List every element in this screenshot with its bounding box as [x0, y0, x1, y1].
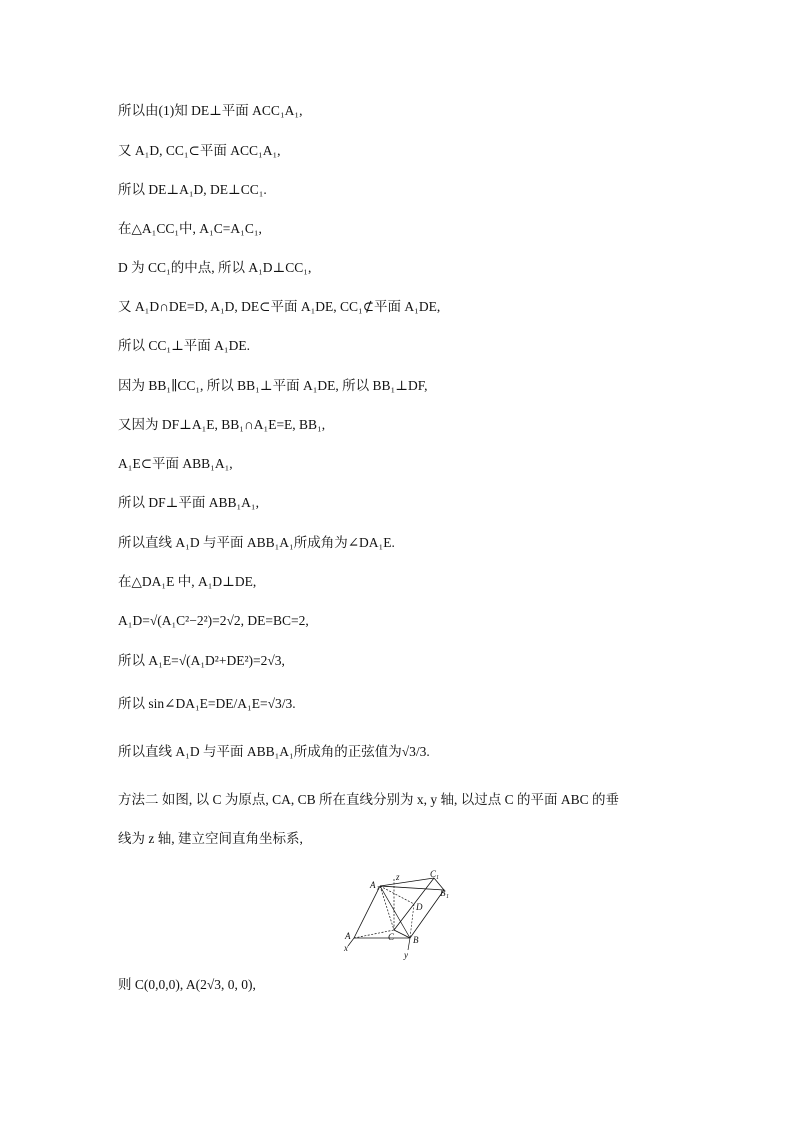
y-axis	[408, 938, 410, 950]
label-z: z	[396, 872, 400, 882]
label-b: B	[413, 935, 419, 945]
label-b1: B	[440, 888, 446, 898]
edge-a1c1	[380, 878, 434, 886]
text-line: 线为 z 轴, 建立空间直角坐标系,	[118, 831, 303, 846]
label-c1-sub: 1	[436, 875, 439, 881]
text-line: 所以 A₁E=√(A₁D²+DE²)=2√3,	[118, 653, 285, 668]
text-line: 在△DA₁E 中, A₁D⊥DE,	[118, 574, 257, 589]
text-line: 因为 BB₁∥CC₁, 所以 BB₁⊥平面 A₁DE, 所以 BB₁⊥DF,	[118, 378, 428, 393]
label-d: D	[416, 902, 423, 912]
text-line: 又因为 DF⊥A₁E, BB₁∩A₁E=E, BB₁,	[118, 417, 326, 432]
text-line: 所以 DE⊥A₁D, DE⊥CC₁.	[118, 182, 267, 197]
text-line: A₁E⊂平面 ABB₁A₁,	[118, 456, 233, 471]
label-b1-sub: 1	[446, 894, 449, 900]
label-y: y	[404, 950, 408, 960]
text-line: 所以 CC₁⊥平面 A₁DE.	[118, 338, 250, 353]
text-line: 又 A₁D∩DE=D, A₁D, DE⊂平面 A₁DE, CC₁⊄平面 A₁DE,	[118, 299, 441, 314]
label-a: A	[345, 931, 351, 941]
text-line: 所以 sin∠DA₁E=DE/A₁E=√3/3.	[118, 696, 296, 711]
edge-a1b1	[380, 886, 444, 890]
text-line: 所以直线 A₁D 与平面 ABB₁A₁所成角的正弦值为√3/3.	[118, 744, 430, 759]
text-line: 又 A₁D, CC₁⊂平面 ACC₁A₁,	[118, 143, 281, 158]
label-a1-sub: 1	[376, 886, 380, 892]
label-c: C	[388, 932, 395, 942]
text-line: A₁D=√(A₁C²−2²)=2√2, DE=BC=2,	[118, 613, 309, 628]
geometry-figure	[340, 868, 450, 960]
text-line: 所以由(1)知 DE⊥平面 ACC₁A₁,	[118, 103, 303, 118]
text-line: 所以 DF⊥平面 ABB₁A₁,	[118, 495, 259, 510]
edge-aa1	[354, 886, 380, 938]
text-line: 所以直线 A₁D 与平面 ABB₁A₁所成角为∠DA₁E.	[118, 535, 395, 550]
edge-bb1	[410, 890, 444, 938]
text-line: D 为 CC₁的中点, 所以 A₁D⊥CC₁,	[118, 260, 312, 275]
text-line: 则 C(0,0,0), A(2√3, 0, 0),	[118, 977, 256, 992]
label-c1: C	[430, 869, 437, 879]
segment-a1c	[380, 886, 394, 930]
text-line: 方法二 如图, 以 C 为原点, CA, CB 所在直线分别为 x, y 轴, 以过点 C 的平面 ABC 的垂	[118, 792, 620, 807]
prism-diagram	[340, 868, 450, 960]
label-x: x	[344, 943, 348, 953]
text-line: 在△A₁CC₁中, A₁C=A₁C₁,	[118, 221, 262, 236]
label-a1: A	[370, 880, 376, 890]
